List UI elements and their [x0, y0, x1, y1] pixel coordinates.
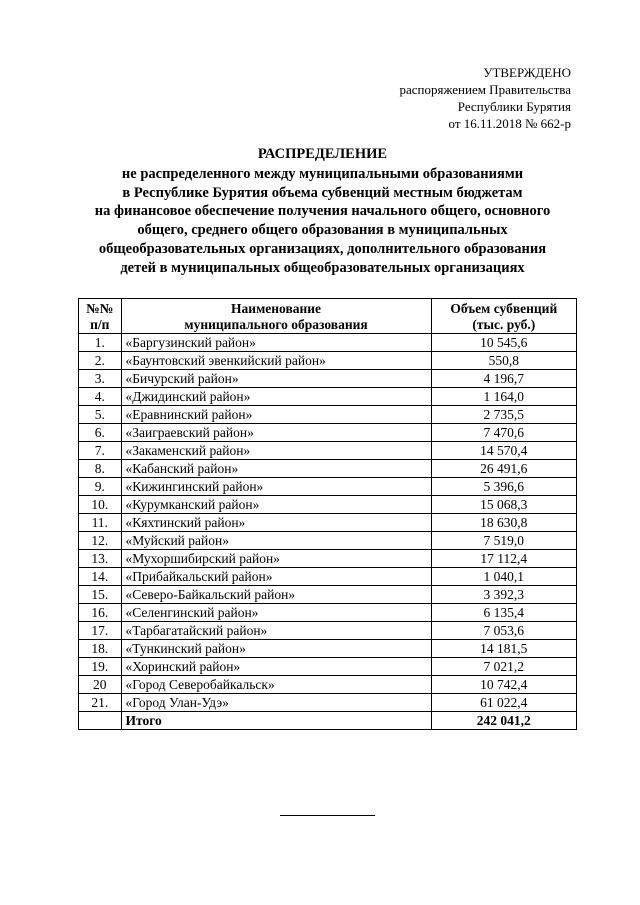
- row-subvention-value: 6 135,4: [431, 604, 576, 622]
- row-number: 6.: [79, 424, 122, 442]
- row-subvention-value: 7 053,6: [431, 622, 576, 640]
- approval-date-number: от 16.11.2018 № 662-р: [448, 116, 571, 131]
- row-subvention-value: 3 392,3: [431, 586, 576, 604]
- total-label: Итого: [121, 712, 431, 730]
- table-row: [79, 658, 577, 676]
- distribution-table: [78, 298, 577, 730]
- row-subvention-value: 2 735,5: [431, 406, 576, 424]
- header-municipality-line2: муниципального образования: [184, 317, 368, 332]
- table-header-row: [79, 299, 577, 334]
- row-municipality: «Заиграевский район»: [121, 424, 431, 442]
- approval-authority: Республики Бурятия: [457, 99, 571, 114]
- row-municipality: «Хоринский район»: [121, 658, 431, 676]
- table-row: [79, 442, 577, 460]
- header-subvention: [431, 299, 576, 334]
- total-value: 242 041,2: [431, 712, 576, 730]
- row-municipality: «Закаменский район»: [121, 442, 431, 460]
- row-number: 10.: [79, 496, 122, 514]
- row-municipality: «Город Северобайкальск»: [121, 676, 431, 694]
- table-row: [79, 478, 577, 496]
- row-municipality: «Прибайкальский район»: [121, 568, 431, 586]
- table-row: [79, 550, 577, 568]
- row-subvention-value: 7 021,2: [431, 658, 576, 676]
- row-municipality: «Джидинский район»: [121, 388, 431, 406]
- table-row: [79, 532, 577, 550]
- row-number: 11.: [79, 514, 122, 532]
- header-municipality-line1: Наименование: [231, 301, 322, 316]
- header-subvention-line2: (тыс. руб.): [472, 317, 536, 332]
- row-number: 5.: [79, 406, 122, 424]
- row-municipality: «Кабанский район»: [121, 460, 431, 478]
- table-row: [79, 622, 577, 640]
- row-number: 12.: [79, 532, 122, 550]
- header-number: [79, 299, 122, 334]
- total-row: [79, 712, 577, 730]
- row-subvention-value: 18 630,8: [431, 514, 576, 532]
- row-number: 15.: [79, 586, 122, 604]
- row-subvention-value: 7 519,0: [431, 532, 576, 550]
- table-row: [79, 334, 577, 352]
- total-number: [79, 712, 122, 730]
- row-municipality: «Северо-Байкальский район»: [121, 586, 431, 604]
- row-subvention-value: 15 068,3: [431, 496, 576, 514]
- row-municipality: «Баргузинский район»: [121, 334, 431, 352]
- row-number: 21.: [79, 694, 122, 712]
- row-subvention-value: 4 196,7: [431, 370, 576, 388]
- row-number: 16.: [79, 604, 122, 622]
- table-row: [79, 406, 577, 424]
- title-line: общеобразовательных организациях, дополнительного образования: [98, 240, 547, 257]
- title-line: на финансовое обеспечение получения начального общего, основного: [94, 203, 551, 220]
- document-heading: РАСПРЕДЕЛЕНИЕ: [257, 146, 388, 162]
- table-body: [79, 334, 577, 730]
- row-municipality: «Еравнинский район»: [121, 406, 431, 424]
- table-row: [79, 586, 577, 604]
- document-title: [60, 145, 585, 278]
- title-line: детей в муниципальных общеобразовательных организациях: [120, 259, 525, 276]
- table-row: [79, 676, 577, 694]
- row-number: 3.: [79, 370, 122, 388]
- table-row: [79, 514, 577, 532]
- row-subvention-value: 1 164,0: [431, 388, 576, 406]
- row-number: 2.: [79, 352, 122, 370]
- row-municipality: «Бичурский район»: [121, 370, 431, 388]
- table-row: [79, 460, 577, 478]
- row-subvention-value: 17 112,4: [431, 550, 576, 568]
- row-municipality: «Тарбагатайский район»: [121, 622, 431, 640]
- row-number: 14.: [79, 568, 122, 586]
- row-subvention-value: 14 570,4: [431, 442, 576, 460]
- approval-stamp: [399, 64, 571, 132]
- row-subvention-value: 26 491,6: [431, 460, 576, 478]
- title-line: общего, среднего общего образования в муниципальных: [137, 222, 508, 239]
- approval-title: УТВЕРЖДЕНО: [483, 65, 571, 80]
- row-municipality: «Мухоршибирский район»: [121, 550, 431, 568]
- row-subvention-value: 5 396,6: [431, 478, 576, 496]
- title-line: не распределенного между муниципальными образованиями: [121, 165, 524, 182]
- row-subvention-value: 1 040,1: [431, 568, 576, 586]
- header-number-line1: №№: [86, 301, 114, 316]
- row-municipality: «Кяхтинский район»: [121, 514, 431, 532]
- row-number: 17.: [79, 622, 122, 640]
- row-municipality: «Курумканский район»: [121, 496, 431, 514]
- row-number: 18.: [79, 640, 122, 658]
- header-subvention-line1: Объем субвенций: [450, 301, 558, 316]
- table-row: [79, 424, 577, 442]
- table-row: [79, 370, 577, 388]
- row-municipality: «Муйский район»: [121, 532, 431, 550]
- row-subvention-value: 550,8: [431, 352, 576, 370]
- row-number: 8.: [79, 460, 122, 478]
- row-subvention-value: 14 181,5: [431, 640, 576, 658]
- table-row: [79, 388, 577, 406]
- row-municipality: «Баунтовский эвенкийский район»: [121, 352, 431, 370]
- row-number: 1.: [79, 334, 122, 352]
- row-municipality: «Тункинский район»: [121, 640, 431, 658]
- table-row: [79, 640, 577, 658]
- approval-order-line: распоряжением Правительства: [399, 82, 571, 97]
- header-number-line2: п/п: [90, 317, 110, 332]
- header-municipality: [121, 299, 431, 334]
- row-number: 9.: [79, 478, 122, 496]
- footer-divider: [280, 815, 375, 816]
- row-number: 7.: [79, 442, 122, 460]
- table-row: [79, 604, 577, 622]
- row-number: 20: [79, 676, 122, 694]
- row-subvention-value: 61 022,4: [431, 694, 576, 712]
- row-subvention-value: 10 545,6: [431, 334, 576, 352]
- row-municipality: «Селенгинский район»: [121, 604, 431, 622]
- row-subvention-value: 7 470,6: [431, 424, 576, 442]
- row-number: 19.: [79, 658, 122, 676]
- row-municipality: «Город Улан-Удэ»: [121, 694, 431, 712]
- table-row: [79, 352, 577, 370]
- row-municipality: «Кижингинский район»: [121, 478, 431, 496]
- row-number: 13.: [79, 550, 122, 568]
- table-row: [79, 496, 577, 514]
- table-row: [79, 568, 577, 586]
- table-row: [79, 694, 577, 712]
- row-subvention-value: 10 742,4: [431, 676, 576, 694]
- title-line: в Республике Бурятия объема субвенций местным бюджетам: [122, 184, 523, 201]
- row-number: 4.: [79, 388, 122, 406]
